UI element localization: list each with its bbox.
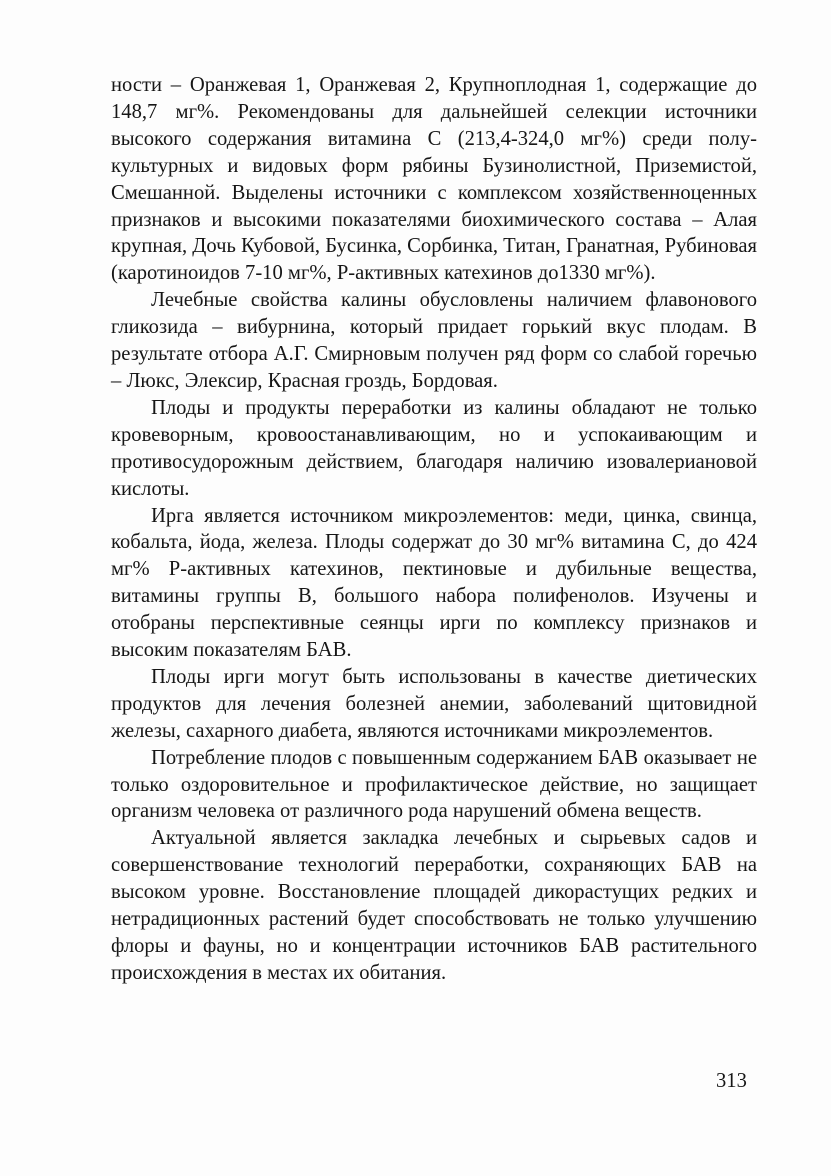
paragraph-bav-consumption: Потребление плодов с повышенным содержанием БАВ оказывает не только оздоровительное и профилактическое действие, но защищает организм человека от различного рода нарушений обмена веществ. bbox=[111, 746, 757, 823]
paragraph-irga-diet: Плоды ирги могут быть использованы в качестве диетических продуктов для лечения болезней анемии, заболеваний щитовидной железы, сахарного диабета, являются источниками микроэлементов. bbox=[111, 665, 757, 742]
paragraph-viburnum-properties: Лечебные свойства калины обусловлены наличием флавонового гликозида – вибурнина, который придает горький вкус плодам. В результате отбора А.Г. Смирновым получен ряд форм со слабой горечью – Люкс, Элексир, Красная гроздь, Бордовая. bbox=[111, 289, 757, 392]
paragraph-gardens: Актуальной является закладка лечебных и сырьевых садов и совершенствование технологий переработки, сохраняющих БАВ на высоком уровне. Восстановление площадей дикорастущих редких и нетрадиционных растений будет способствовать не только улучшению флоры и фауны, но и концентрации источников БАВ растительного происхождения в местах их обитания. bbox=[111, 827, 757, 984]
body-text bbox=[111, 72, 757, 987]
paragraph-viburnum-products: Плоды и продукты переработки из калины обладают не только кровеворным, кровоостанавливающим, но и успокаивающим и противосудорожным действием, благодаря наличию изовалериановой кислоты. bbox=[111, 396, 757, 500]
page-number: 313 bbox=[716, 1070, 747, 1092]
paragraph-continuation: ности – Оранжевая 1, Оранжевая 2, Крупноплодная 1, содержащие до 148,7 мг%. Рекомендованы для дальнейшей селекции источники высокого содержания витамина С (213,4-324,0 мг%) среди полукультурных и видовых форм рябины Бузинолистной, Приземистой, Смешанной. Выделены источники с комплексом хозяйственноценных признаков и высокими показателями биохимического состава – Алая крупная, Дочь Кубовой, Бусинка, Сорбинка, Титан, Гранатная, Рубиновая (каротиноидов 7-10 мг%, Р-активных катехинов до1330 мг%). bbox=[111, 74, 757, 285]
paragraph-irga-microelements: Ирга является источником микроэлементов: меди, цинка, свинца, кобальта, йода, железа. Плоды содержат до 30 мг% витамина С, до 424 мг% Р-активных катехинов, пектиновые и дубильные вещества, витамины группы В, большого набора полифенолов. Изучены и отобраны перспективные сеянцы ирги по комплексу признаков и высоким показателям БАВ. bbox=[111, 504, 757, 662]
